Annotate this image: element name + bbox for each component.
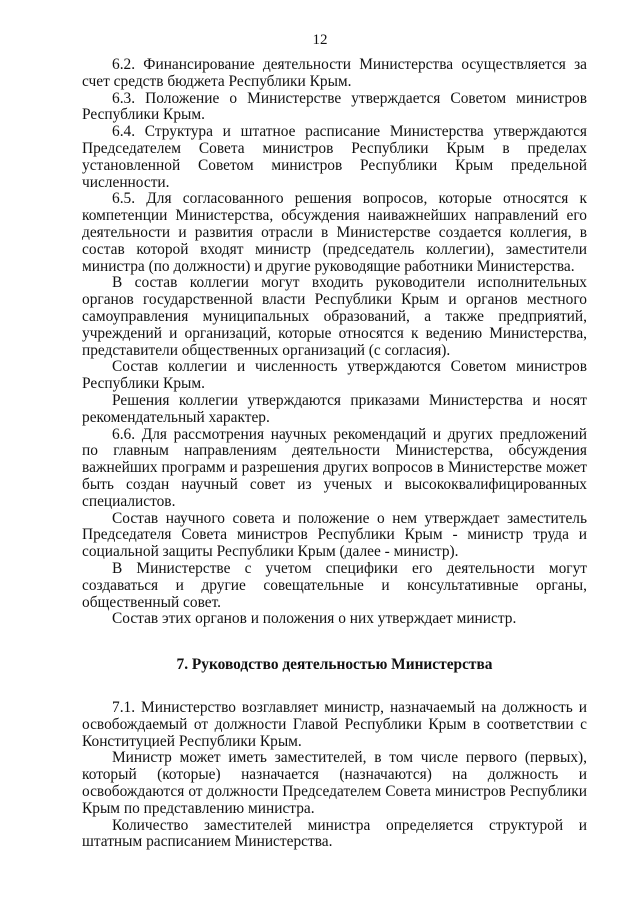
paragraph: В состав коллегии могут входить руководители исполнительных органов государственной власти Республики Крым и органов местного самоуправления муниципальных образований, а также предприятий, учреждений и организаций, которые относятся к ведению Министерства, представители общественных организаций (с согласия). [82,274,587,359]
paragraph: 6.3. Положение о Министерстве утверждается Советом министров Республики Крым. [82,89,587,124]
paragraph: 7.1. Министерство возглавляет министр, назначаемый на должность и освобождаемый от должности Главой Республики Крым в соответствии с Конституцией Республики Крым. [82,699,587,750]
paragraph: В Министерстве с учетом специфики его деятельности могут создаваться и другие совещательные и консультативные органы, общественный совет. [82,559,587,611]
paragraph: 6.5. Для согласованного решения вопросов, которые относятся к компетенции Министерства, обсуждения наиважнейших направлений его деятельности и развития отрасли в Министерстве создается коллегия, в состав которой входят министр (председатель коллегии), заместители министра (по должности) и другие руководящие работники Министерства. [82,190,587,275]
paragraph: Решения коллегии утверждаются приказами Министерства и носят рекомендательный характер. [82,391,587,426]
paragraph: Министр может иметь заместителей, в том числе первого (первых), который (которые) назначается (назначаются) на должность и освобождаются от должности Председателем Совета министров Республики Крым по представлению министра. [82,749,587,817]
section-heading: 7. Руководство деятельностью Министерства [176,656,493,674]
paragraph: Количество заместителей министра определяется структурой и штатным расписанием Министерства. [82,816,587,851]
document-body [82,57,587,851]
paragraph: 6.4. Структура и штатное расписание Министерства утверждаются Председателем Совета министров Республики Крым в пределах установленной Советом министров Республики Крым предельной численности. [82,123,587,191]
paragraph: 6.6. Для рассмотрения научных рекомендаций и других предложений по главным направлениям деятельности Министерства, обсуждения важнейших программ и разрешения других вопросов в Министерстве может быть создан научный совет из ученых и высококвалифицированных специалистов. [82,425,587,510]
paragraph: Состав этих органов и положения о них утверждает министр. [112,610,517,628]
paragraph: 6.2. Финансирование деятельности Министерства осуществляется за счет средств бюджета Республики Крым. [82,56,587,90]
paragraph: Состав научного совета и положение о нем утверждает заместитель Председателя Совета министров Республики Крым - министр труда и социальной защиты Республики Крым (далее - министр). [82,509,587,561]
page-number: 12 [312,32,328,48]
paragraph: Состав коллегии и численность утверждаются Советом министров Республики Крым. [82,358,587,393]
